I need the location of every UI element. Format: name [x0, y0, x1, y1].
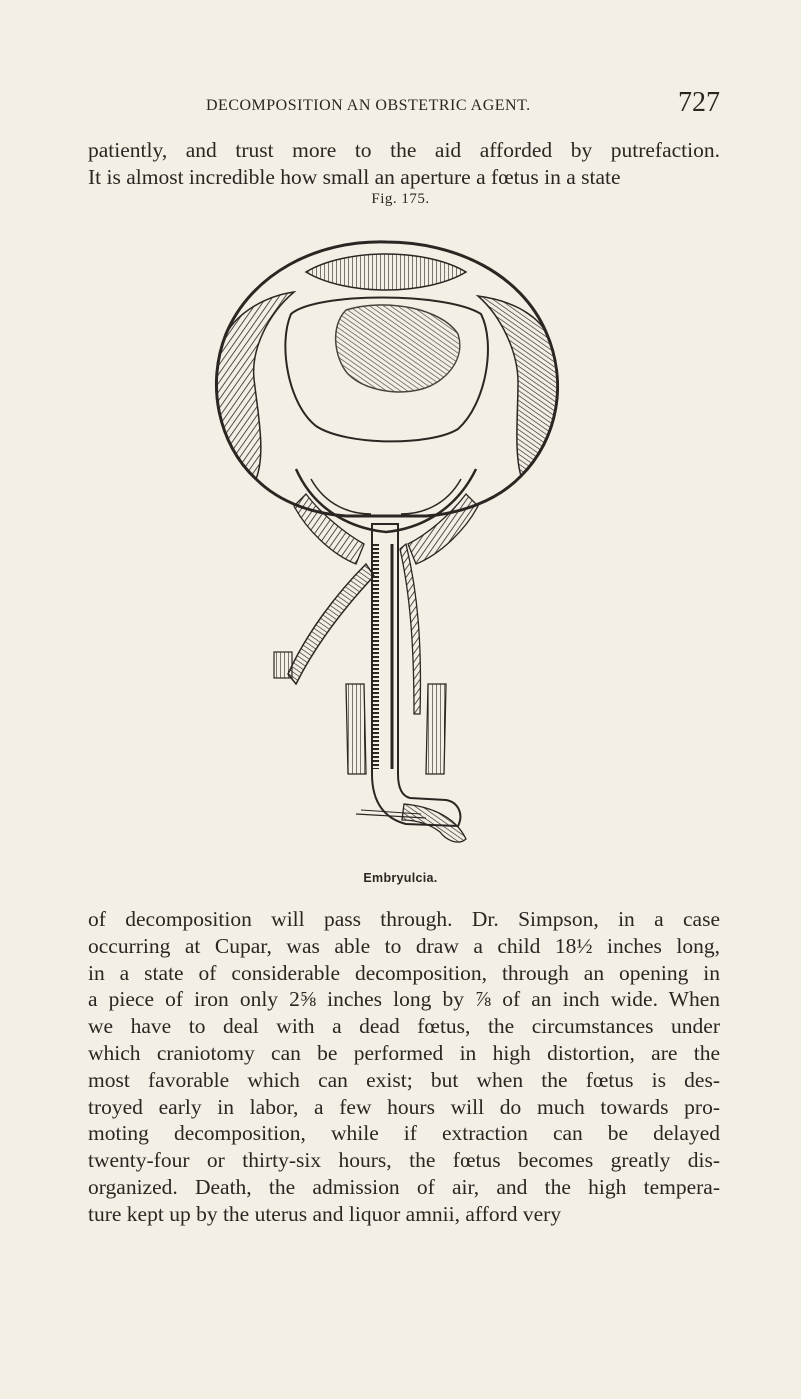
text-line: occurring at Cupar, was able to draw a child 18½ inches long,: [88, 933, 720, 958]
embryulcia-illustration-icon: [196, 214, 576, 860]
text-line: troyed early in labor, a few hours will do much towards pro-: [88, 1094, 720, 1119]
running-title: DECOMPOSITION AN OBSTETRIC AGENT.: [206, 97, 531, 114]
figure-caption: Embryulcia.: [363, 871, 438, 885]
text-line: most favorable which can exist; but when the fœtus is des-: [88, 1067, 720, 1092]
running-head: [88, 87, 720, 127]
text-line: organized. Death, the admission of air, and the high tempera-: [88, 1174, 720, 1199]
text-line: patiently, and trust more to the aid afforded by putrefaction.: [88, 138, 720, 162]
text-line: moting decomposition, while if extraction can be delayed: [88, 1121, 720, 1146]
text-line: twenty-four or thirty-six hours, the fœtus becomes greatly dis-: [88, 1148, 720, 1173]
text-line: a piece of iron only 2⅝ inches long by ⅞ of an inch wide. When: [88, 987, 720, 1012]
page-number: 727: [678, 87, 720, 118]
text-line: of decomposition will pass through. Dr. Simpson, in a case: [88, 907, 720, 931]
paragraph-main: [88, 906, 720, 1228]
text-line: which craniotomy can be performed in high distortion, are the: [88, 1040, 720, 1065]
paragraph-intro: [88, 137, 720, 191]
text-line: It is almost incredible how small an aperture a fœtus in a state: [88, 164, 621, 189]
figure-label: Fig. 175.: [371, 191, 430, 207]
text-line: ture kept up by the uterus and liquor amnii, afford very: [88, 1201, 562, 1226]
text-line: in a state of considerable decomposition, through an opening in: [88, 960, 720, 985]
text-line: we have to deal with a dead fœtus, the circumstances under: [88, 1014, 720, 1039]
